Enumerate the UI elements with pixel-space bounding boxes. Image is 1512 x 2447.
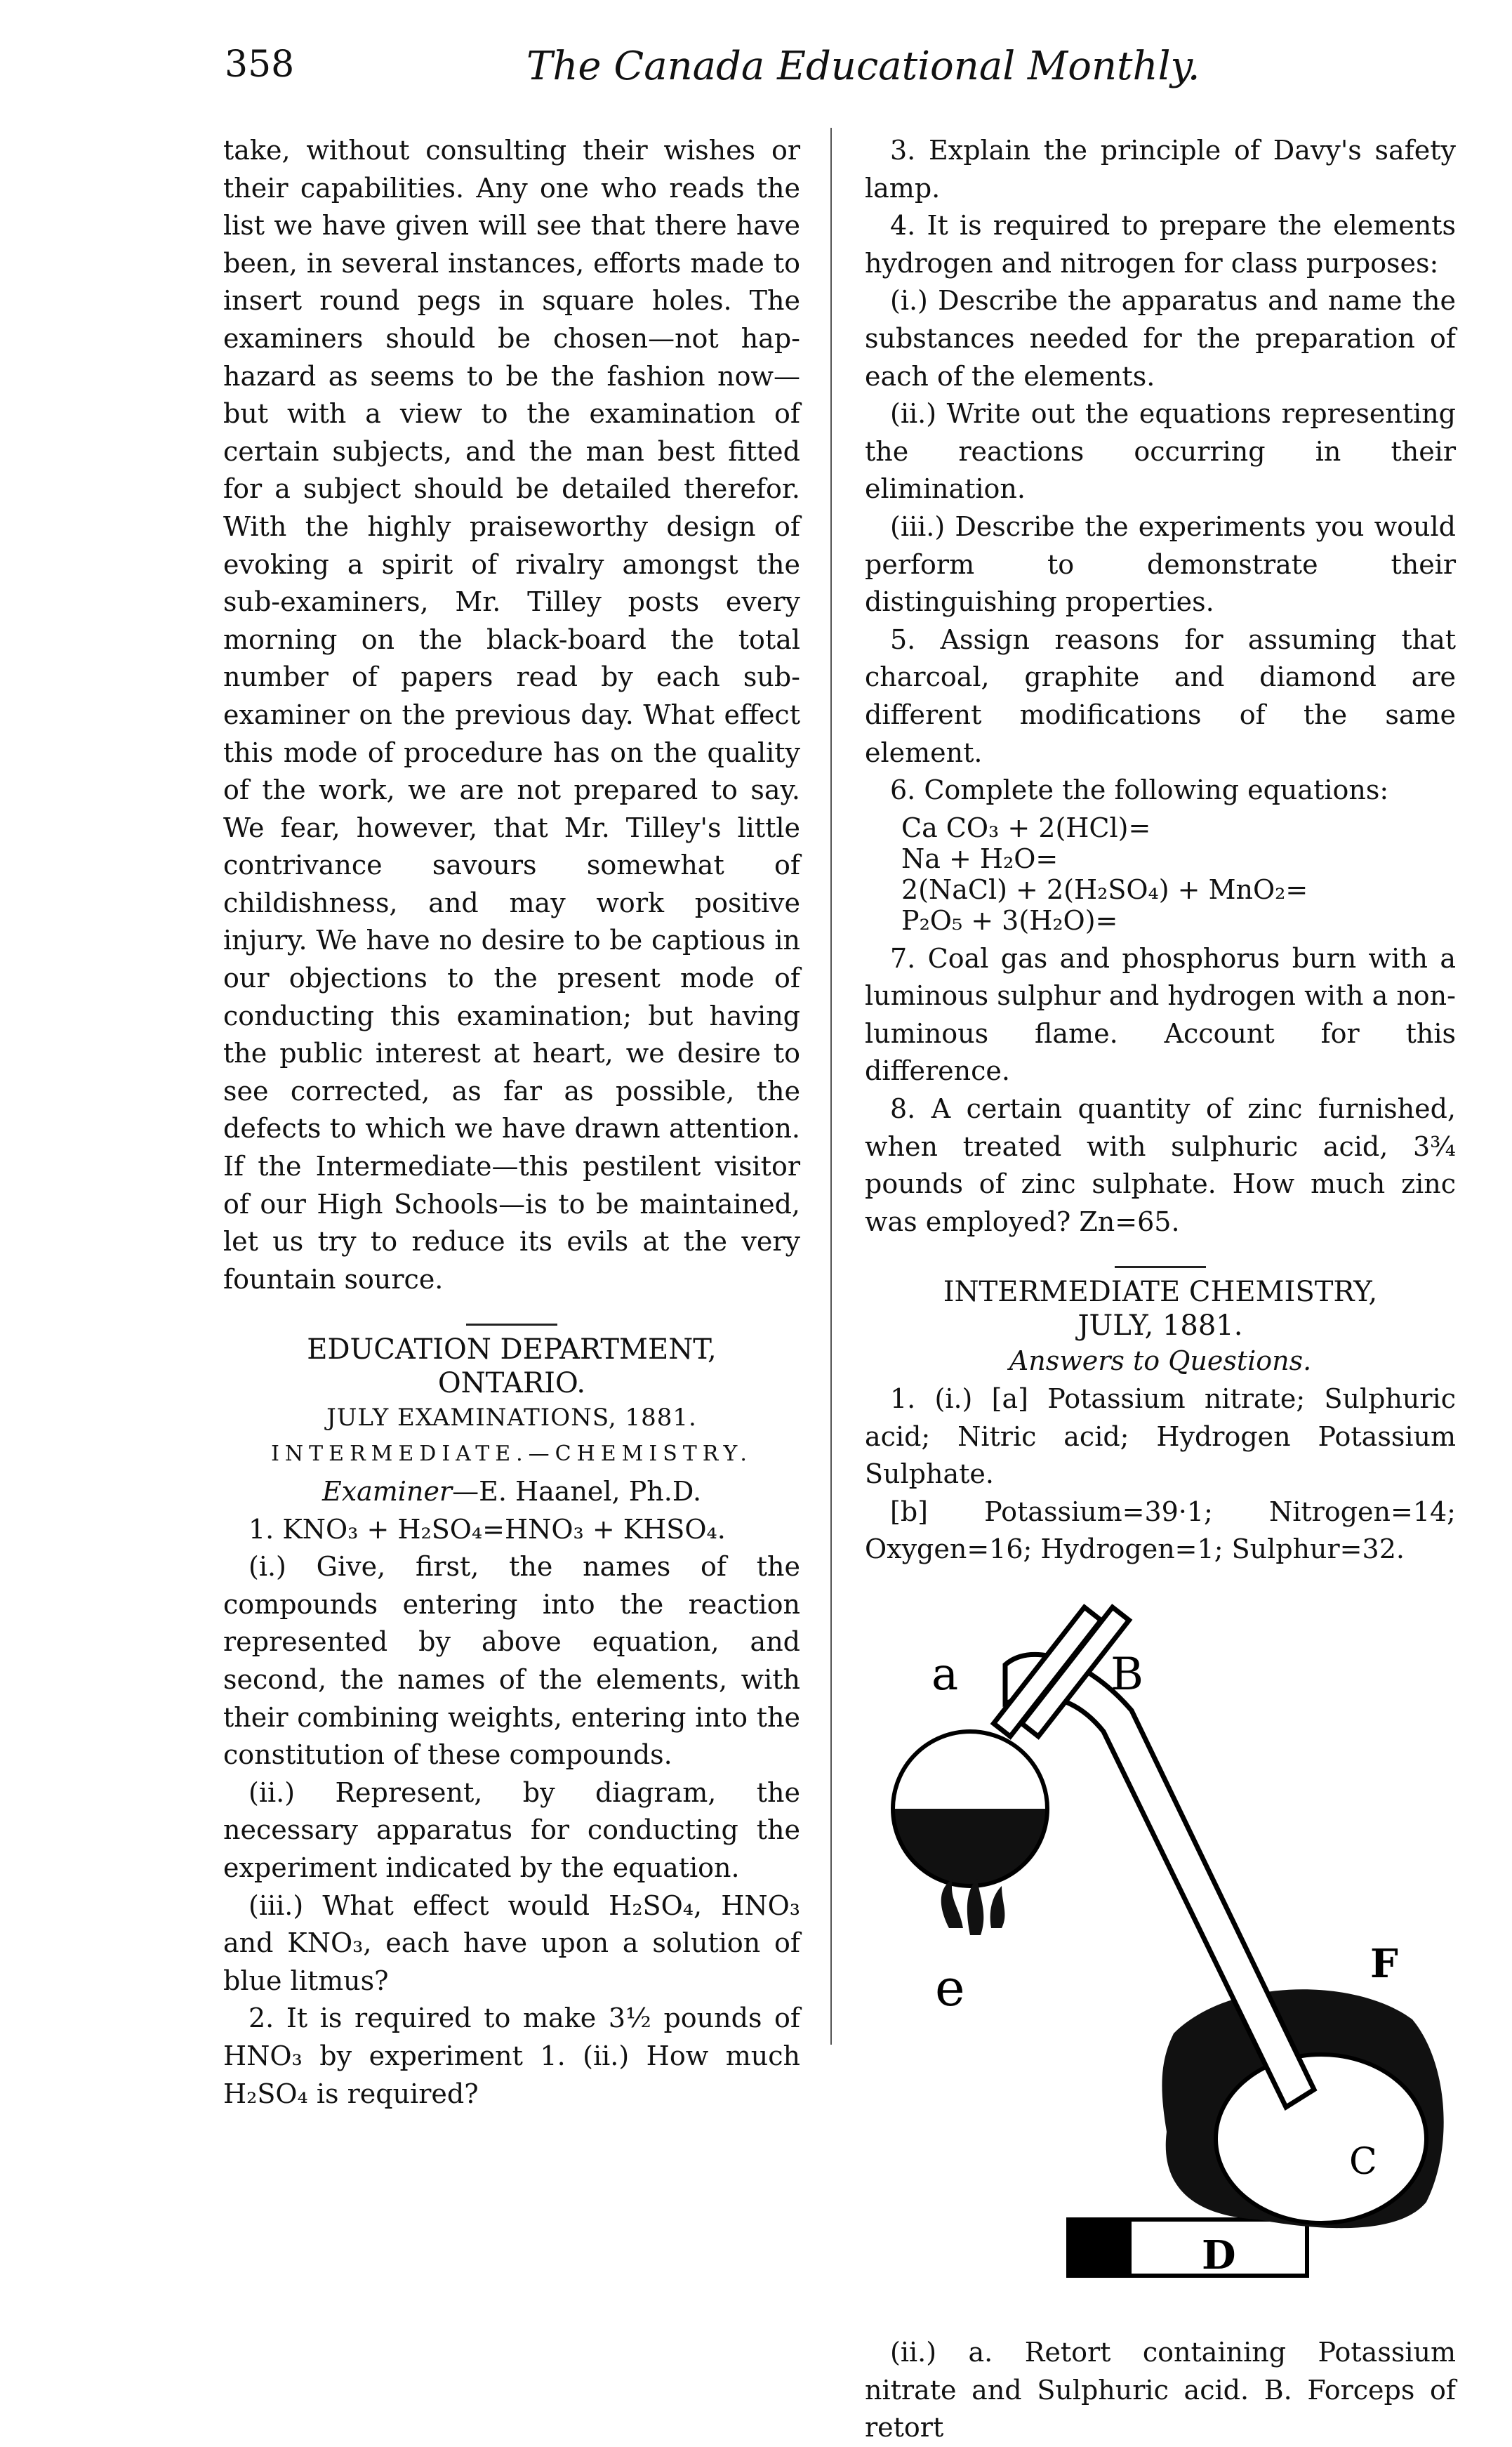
examiner-label: Examiner	[321, 1476, 453, 1507]
right-column	[865, 132, 1456, 2447]
left-column	[223, 132, 800, 2113]
label-e: e	[935, 1958, 965, 2017]
question-2: 2. It is required to make 3½ pounds of HNO₃ by experiment 1. (ii.) How much H₂SO₄ is required?	[223, 2003, 800, 2109]
question-1-ii: (ii.) Represent, by diagram, the necessary apparatus for conducting the experiment indicated by the equation.	[223, 1776, 800, 1883]
label-c: C	[1349, 2141, 1377, 2183]
examiner-line	[223, 1473, 800, 1511]
question-4-iii: (iii.) Describe the experiments you would perform to demonstrate their distinguishing properties.	[865, 510, 1456, 618]
question-1: 1. KNO₃ + H₂SO₄=HNO₃ + KHSO₄.	[248, 1513, 726, 1545]
exam-title: JULY EXAMINATIONS, 1881.	[326, 1404, 697, 1432]
question-1-i: (i.) Give, first, the names of the compounds entering into the reaction represented by above equation, and second, the names of the elements, with their combining weights, entering into the constitution of these compounds.	[223, 1551, 800, 1771]
retort-illustration	[865, 1584, 1454, 2321]
question-1-iii: (iii.) What effect would H₂SO₄, HNO₃ and KNO₃, each have upon a solution of blue litmus?	[223, 1889, 800, 1996]
retort-apparatus-figure	[865, 1584, 1454, 2321]
retort-bulb	[893, 1732, 1047, 1809]
burner-flame	[941, 1879, 1005, 1935]
column-divider	[830, 128, 832, 2045]
exam-subject: INTERMEDIATE.—CHEMISTRY.	[271, 1442, 752, 1467]
question-3: 3. Explain the principle of Davy's safety lamp.	[865, 135, 1456, 204]
receiver-flask	[1216, 2054, 1426, 2223]
section-rule	[466, 1324, 557, 1326]
support-block-shadow	[1068, 2220, 1132, 2276]
figure-caption: (ii.) a. Retort containing Potassium nitrate and Sulphuric acid. B. Forceps of retort	[865, 2337, 1456, 2443]
page-number: 358	[225, 44, 295, 86]
label-f: F	[1370, 1941, 1398, 1987]
answers-section-heading: INTERMEDIATE CHEMISTRY,	[943, 1276, 1378, 1309]
question-7: 7. Coal gas and phosphorus burn with a luminous sulphur and hydrogen with a non-luminous flame. Account for this difference.	[865, 942, 1456, 1087]
running-title: The Canada Educational Monthly.	[526, 44, 1200, 89]
question-4-ii: (ii.) Write out the equations representing the reactions occurring in their elimination.	[865, 398, 1456, 505]
section-subheading: ONTARIO.	[437, 1367, 586, 1400]
question-4: 4. It is required to prepare the elements hydrogen and nitrogen for class purposes:	[865, 210, 1456, 279]
section-rule	[1115, 1266, 1206, 1268]
equation-2: Na + H₂O=	[901, 843, 1059, 874]
question-8: 8. A certain quantity of zinc furnished, when treated with sulphuric acid, 3¾ pounds of zinc sulphate. How much zinc was employed? Zn=65.	[865, 1093, 1456, 1237]
answer-1: 1. (i.) [a] Potassium nitrate; Sulphuric acid; Nitric acid; Hydrogen Potassium Sulphate.	[865, 1383, 1456, 1490]
label-d: D	[1202, 2232, 1236, 2278]
question-6: 6. Complete the following equations:	[890, 774, 1389, 806]
answers-section-date: JULY, 1881.	[1077, 1310, 1243, 1343]
question-4-i: (i.) Describe the apparatus and name the substances needed for the preparation of each of the elements.	[865, 285, 1456, 392]
equation-4: P₂O₅ + 3(H₂O)=	[901, 904, 1118, 936]
retort-liquid	[893, 1809, 1047, 1886]
examiner-name: —E. Haanel, Ph.D.	[452, 1476, 702, 1507]
answers-subheading: Answers to Questions.	[1009, 1345, 1312, 1377]
running-header	[225, 44, 1418, 107]
answer-1b: [b] Potassium=39·1; Nitrogen=14; Oxygen=16; Hydrogen=1; Sulphur=32.	[865, 1496, 1456, 1565]
equation-3: 2(NaCl) + 2(H₂SO₄) + MnO₂=	[901, 873, 1308, 905]
editorial-paragraph: take, without consulting their wishes or their capabilities. Any one who reads the list we have given will see that there have been, in several instances, efforts made to insert round pegs in square holes. The examiners should be chosen—not hap-hazard as seems to be the fashion now—but with a view to the examination of certain subjects, and the man best fitted for a subject should be detailed therefor. With the highly praiseworthy design of evoking a spirit of rivalry amongst the sub-examiners, Mr. Tilley posts every morning on the black-board the total number of papers read by each sub-examiner on the previous day. What effect this mode of procedure has on the quality of the work, we are not prepared to say. We fear, however, that Mr. Tilley's little contrivance savours somewhat of childishness, and may work positive injury. We have no desire to be captious in our objections to the present mode of conducting this examination; but having the public interest at heart, we desire to see corrected, as far as possible, the defects to which we have drawn attention. If the Intermediate—this pestilent visitor of our High Schools—is to be maintained, let us try to reduce its evils at the very fountain source.	[223, 135, 800, 1295]
question-5: 5. Assign reasons for assuming that charcoal, graphite and diamond are different modifications of the same element.	[865, 624, 1456, 768]
section-heading: EDUCATION DEPARTMENT,	[307, 1333, 717, 1366]
equation-1: Ca CO₃ + 2(HCl)=	[901, 812, 1151, 843]
label-a: a	[931, 1649, 959, 1701]
label-b: B	[1110, 1649, 1144, 1701]
equations-block	[865, 812, 1456, 936]
